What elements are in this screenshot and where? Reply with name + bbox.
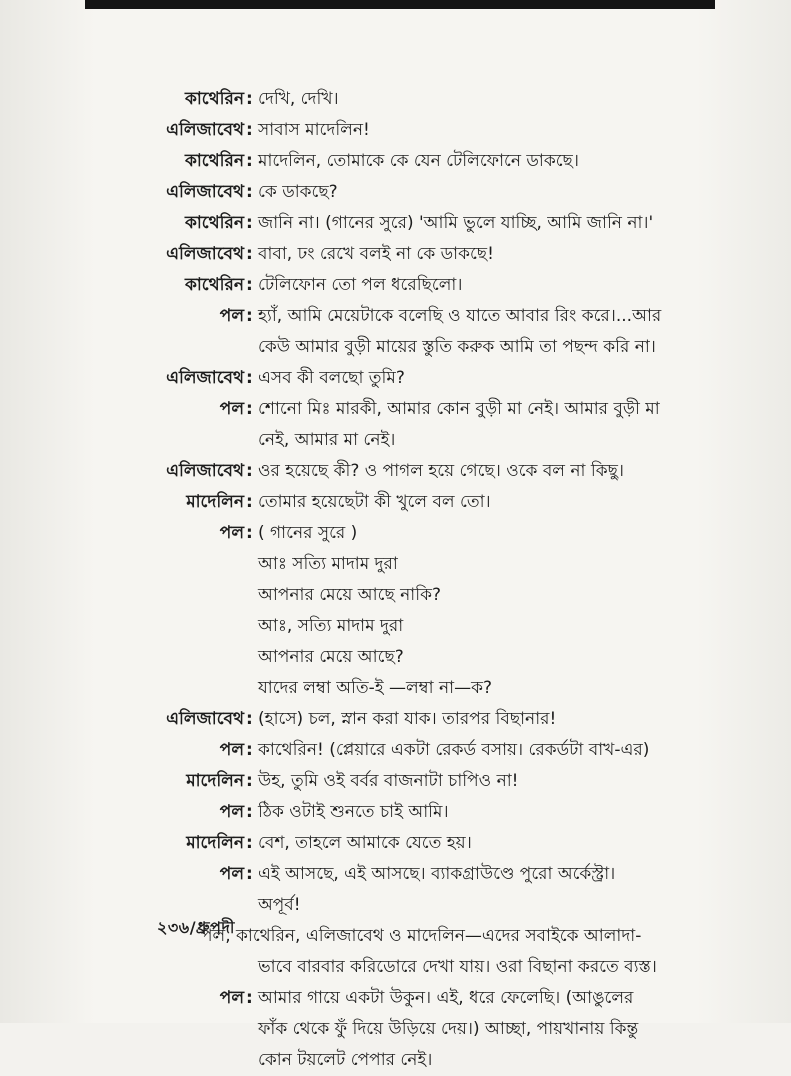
speaker-name: এলিজাবেথ — [166, 120, 244, 140]
speaker-name: এলিজাবেথ — [166, 368, 244, 388]
dialogue-text: (হাসে) চল, স্নান করা যাক। তারপর বিছানার! — [258, 709, 557, 729]
continuation-text: অপূর্ব! — [258, 895, 301, 915]
speaker-name: পল — [219, 523, 244, 543]
speaker-name: পল — [219, 399, 244, 419]
speaker-name: পল — [219, 864, 244, 884]
speaker-colon: : — [246, 802, 253, 822]
dialogue-text: ঠিক ওটাই শুনতে চাই আমি। — [258, 802, 449, 822]
scan-edge-bar — [85, 0, 715, 9]
dialogue-text: বেশ, তাহলে আমাকে যেতে হয়। — [258, 833, 472, 853]
speaker-colon: : — [246, 988, 253, 1008]
dialogue-text: কাথেরিন! (প্লেয়ারে একটা রেকর্ড বসায়। রেকর্ডটা বাখ-এর) — [258, 740, 650, 760]
speaker-colon: : — [246, 244, 253, 264]
dialogue-line — [0, 394, 791, 425]
speaker-colon: : — [246, 213, 253, 233]
dialogue-block — [0, 84, 791, 1076]
continuation-text: ভাবে বারবার করিডোরে দেখা যায়। ওরা বিছানা করতে ব্যস্ত। — [258, 957, 657, 977]
dialogue-text: জানি না। (গানের সুরে) 'আমি ভুলে যাচ্ছি, আমি জানি না।' — [258, 213, 654, 233]
speaker-name: কাথেরিন — [184, 213, 244, 233]
speaker-colon: : — [246, 399, 253, 419]
continuation-text: কোন টয়লেট পেপার নেই। — [258, 1050, 433, 1070]
song-line — [0, 611, 791, 642]
dialogue-text: ( গানের সুরে ) — [258, 523, 358, 543]
speaker-colon: : — [246, 523, 253, 543]
continuation-line — [0, 425, 791, 456]
dialogue-line — [0, 704, 791, 735]
dialogue-line — [0, 84, 791, 115]
stage-direction-text: পল, কাথেরিন, এলিজাবেথ ও মাদেলিন—এদের সবাইকে আলাদা- — [201, 926, 642, 946]
dialogue-line — [0, 859, 791, 890]
dialogue-line — [0, 735, 791, 766]
dialogue-text: দেখি, দেখি। — [258, 89, 339, 109]
speaker-colon: : — [246, 709, 253, 729]
speaker-name: মাদেলিন — [186, 771, 244, 791]
speaker-name: কাথেরিন — [184, 89, 244, 109]
dialogue-line — [0, 487, 791, 518]
dialogue-text: উহ, তুমি ওই বর্বর বাজনাটা চাপিও না! — [258, 771, 519, 791]
dialogue-line — [0, 766, 791, 797]
continuation-line — [0, 952, 791, 983]
speaker-name: কাথেরিন — [184, 275, 244, 295]
dialogue-text: এই আসছে, এই আসছে। ব্যাকগ্রাউণ্ডে পুরো অর্কেস্ট্রা। — [258, 864, 616, 884]
dialogue-line — [0, 456, 791, 487]
song-line — [0, 673, 791, 704]
dialogue-text: কে ডাকছে? — [258, 182, 338, 202]
dialogue-text: সাবাস মাদেলিন! — [258, 120, 370, 140]
dialogue-text: ওর হয়েছে কী? ও পাগল হয়ে গেছে। ওকে বল না কিছু। — [258, 461, 624, 481]
dialogue-text: আমার গায়ে একটা উকুন। এই, ধরে ফেলেছি। (আঙুলের — [258, 988, 634, 1008]
speaker-name: এলিজাবেথ — [166, 709, 244, 729]
speaker-colon: : — [246, 182, 253, 202]
continuation-text: ফাঁক থেকে ফুঁ দিয়ে উড়িয়ে দেয়।) আচ্ছা, পায়খানায় কিন্তু — [258, 1019, 639, 1039]
speaker-name: মাদেলিন — [186, 492, 244, 512]
stage-direction-line — [0, 921, 791, 952]
dialogue-text: বাবা, ঢং রেখে বলই না কে ডাকছে! — [258, 244, 494, 264]
dialogue-text: এসব কী বলছো তুমি? — [258, 368, 405, 388]
speaker-colon: : — [246, 461, 253, 481]
dialogue-line — [0, 115, 791, 146]
dialogue-line — [0, 828, 791, 859]
dialogue-line — [0, 518, 791, 549]
song-text: আঃ সত্যি মাদাম দুরা — [258, 554, 398, 574]
speaker-colon: : — [246, 120, 253, 140]
dialogue-line — [0, 177, 791, 208]
speaker-name: পল — [219, 802, 244, 822]
page-footer: ২৩৬/ধ্রুপদী — [157, 918, 235, 937]
speaker-colon: : — [246, 368, 253, 388]
dialogue-line — [0, 239, 791, 270]
speaker-colon: : — [246, 771, 253, 791]
continuation-line — [0, 332, 791, 363]
dialogue-text: মাদেলিন, তোমাকে কে যেন টেলিফোনে ডাকছে। — [258, 151, 579, 171]
speaker-colon: : — [246, 833, 253, 853]
continuation-line — [0, 890, 791, 921]
speaker-colon: : — [246, 306, 253, 326]
dialogue-line — [0, 797, 791, 828]
dialogue-line — [0, 146, 791, 177]
continuation-text: কেউ আমার বুড়ী মায়ের স্তুতি করুক আমি তা পছন্দ করি না। — [258, 337, 656, 357]
speaker-name: এলিজাবেথ — [166, 461, 244, 481]
dialogue-line — [0, 270, 791, 301]
dialogue-line — [0, 983, 791, 1014]
speaker-colon: : — [246, 864, 253, 884]
dialogue-text: তোমার হয়েছেটা কী খুলে বল তো। — [258, 492, 491, 512]
dialogue-line — [0, 208, 791, 239]
speaker-colon: : — [246, 492, 253, 512]
dialogue-text: শোনো মিঃ মারকী, আমার কোন বুড়ী মা নেই। আমার বুড়ী মা — [258, 399, 660, 419]
song-line — [0, 549, 791, 580]
dialogue-text: টেলিফোন তো পল ধরেছিলো। — [258, 275, 463, 295]
speaker-colon: : — [246, 275, 253, 295]
speaker-colon: : — [246, 89, 253, 109]
speaker-name: পল — [219, 306, 244, 326]
dialogue-text: হ্যাঁ, আমি মেয়েটাকে বলেছি ও যাতে আবার রিং করে।...আর — [258, 306, 662, 326]
song-text: আপনার মেয়ে আছে? — [258, 647, 404, 667]
continuation-line — [0, 1045, 791, 1076]
speaker-name: পল — [219, 740, 244, 760]
speaker-name: কাথেরিন — [184, 151, 244, 171]
song-text: আপনার মেয়ে আছে নাকি? — [258, 585, 442, 605]
dialogue-line — [0, 301, 791, 332]
continuation-line — [0, 1014, 791, 1045]
speaker-name: মাদেলিন — [186, 833, 244, 853]
song-text: আঃ, সত্যি মাদাম দুরা — [258, 616, 404, 636]
speaker-colon: : — [246, 151, 253, 171]
song-line — [0, 642, 791, 673]
song-text: যাদের লম্বা অতি-ই —লম্বা না—ক? — [258, 678, 492, 698]
song-line — [0, 580, 791, 611]
speaker-name: এলিজাবেথ — [166, 244, 244, 264]
dialogue-line — [0, 363, 791, 394]
speaker-colon: : — [246, 740, 253, 760]
speaker-name: পল — [219, 988, 244, 1008]
continuation-text: নেই, আমার মা নেই। — [258, 430, 396, 450]
speaker-name: এলিজাবেথ — [166, 182, 244, 202]
